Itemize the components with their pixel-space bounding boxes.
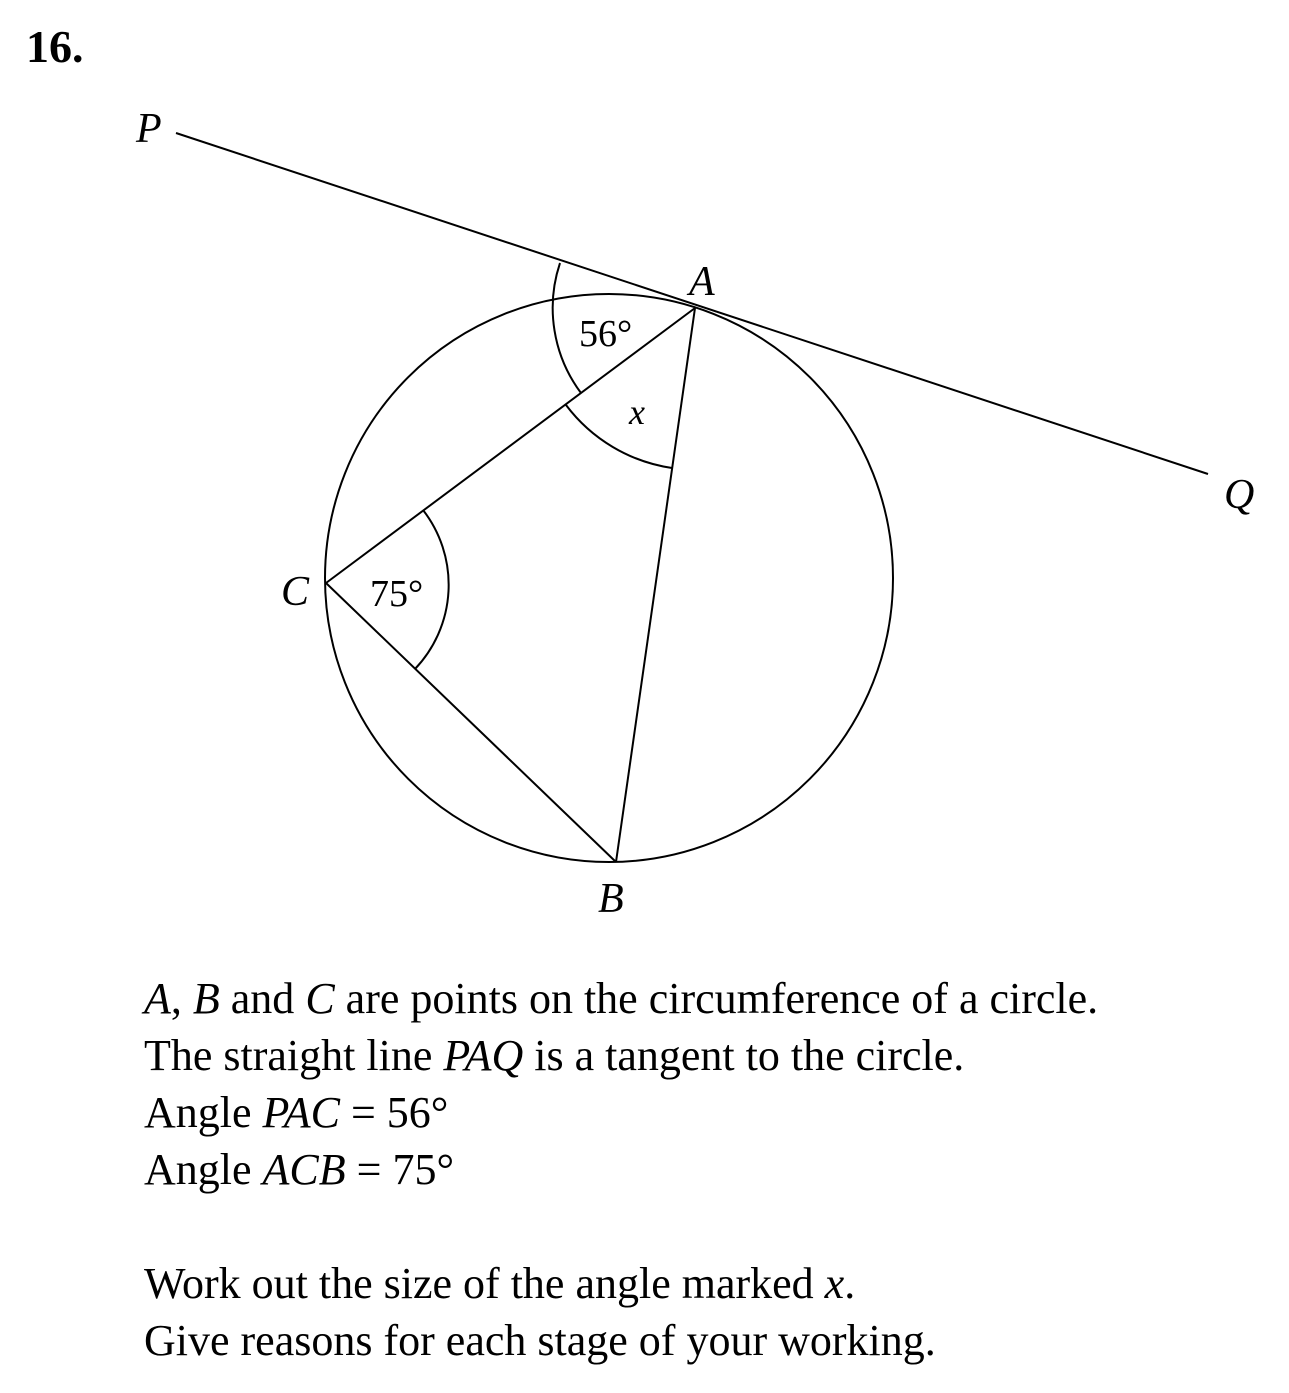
label-q: Q xyxy=(1224,472,1255,518)
label-a: A xyxy=(689,259,715,305)
angle-arc-pac xyxy=(553,263,581,393)
instruction-give-reasons: Give reasons for each stage of your working. xyxy=(144,1316,936,1365)
angle-label-pac: 56° xyxy=(579,313,633,355)
statement-points-on-circle: A, B and C are points on the circumference of a circle. xyxy=(144,974,1099,1023)
label-b: B xyxy=(598,876,624,922)
statement-tangent: The straight line PAQ is a tangent to the circle. xyxy=(144,1031,965,1080)
label-c: C xyxy=(281,569,310,615)
statement-angle-acb: Angle ACB = 75° xyxy=(144,1145,455,1194)
chord-ab xyxy=(616,308,695,862)
instruction-work-out: Work out the size of the angle marked x. xyxy=(144,1259,856,1308)
chord-cb xyxy=(326,583,616,862)
question-text xyxy=(144,970,1264,1369)
chord-ac xyxy=(326,308,695,583)
statement-angle-pac: Angle PAC = 56° xyxy=(144,1088,449,1137)
angle-arc-x xyxy=(566,405,672,468)
angle-label-x: x xyxy=(629,392,645,432)
angle-label-acb: 75° xyxy=(370,573,424,615)
question-number: 16. xyxy=(26,21,84,72)
label-p: P xyxy=(136,106,162,152)
